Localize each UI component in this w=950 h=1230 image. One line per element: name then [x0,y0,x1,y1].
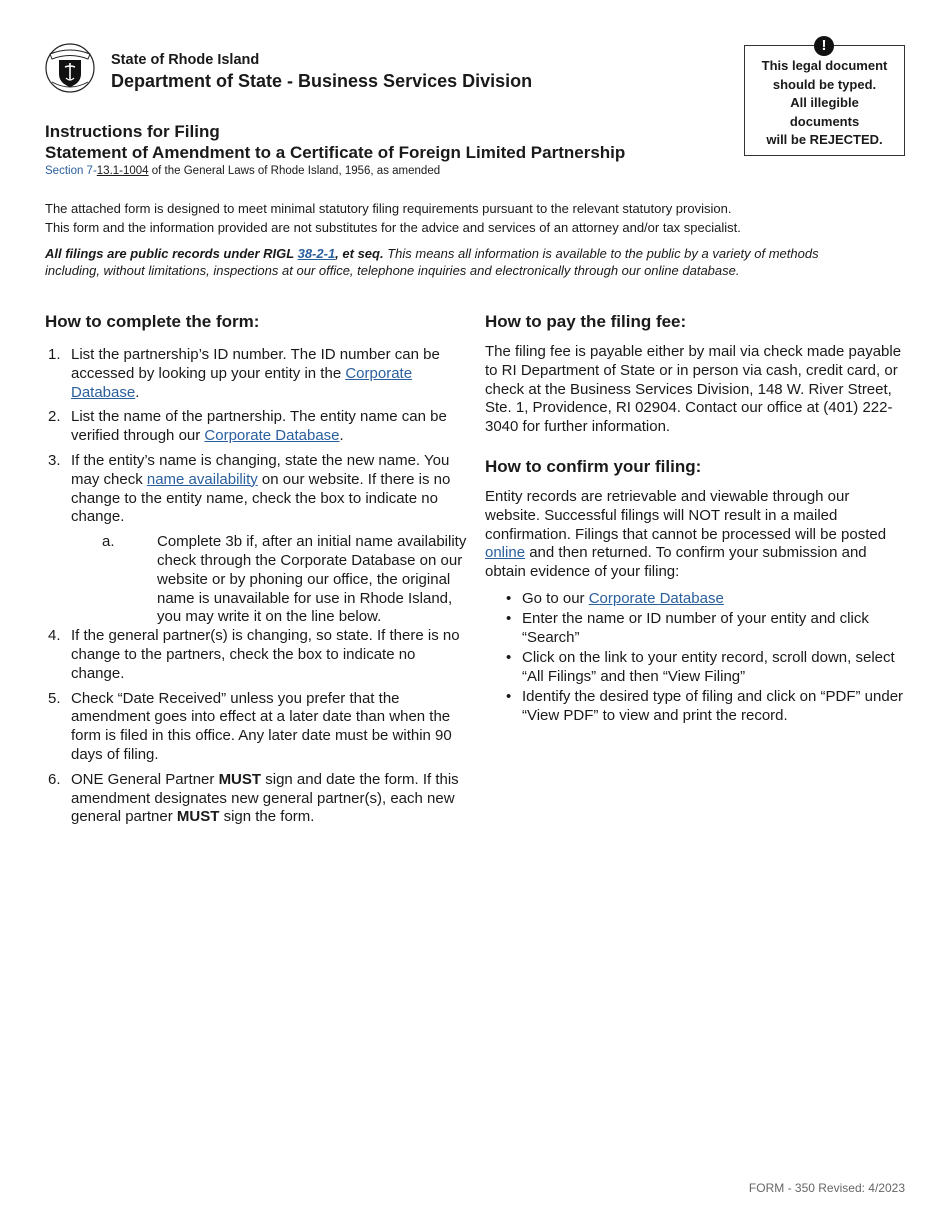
sub-letter: a. [102,533,115,551]
step-5 [45,690,470,765]
step-text-end: sign the form. [219,808,315,826]
right-column [485,312,905,726]
notice-line: This legal document [761,58,888,73]
intro-paragraph [45,199,825,237]
step-number: 4. [48,627,61,645]
confirm-text-a: Entity records are retrievable and viewable through our website. Successful filings will NOT result in a mailed confirmation. Filings that cannot be processed will be posted [485,487,887,543]
section-code: 13.1-1004 [96,165,149,177]
confirm-text-b: and then returned. To confirm your submission and obtain evidence of your filing: [485,544,867,581]
document-title [45,122,625,178]
public-records-notice [45,245,825,279]
steps-list [45,346,470,827]
step-number: 6. [48,770,61,788]
bullet-icon: • [506,589,512,607]
step-1 [45,346,470,402]
name-availability-link[interactable]: name availability [146,470,258,488]
bullet-text: Go to our [522,589,589,607]
step-text: If the general partner(s) is changing, so state. If there is no change to the partners, check the box to indicate no change. [71,627,460,682]
corporate-database-link[interactable]: Corporate Database [204,427,340,445]
citation-text: of the General Laws of Rhode Island, 1956, as amended [148,165,441,177]
pay-heading: How to pay the filing fee: [485,312,687,331]
step-number: 1. [48,346,61,363]
title-line-2: Statement of Amendment to a Certificate of Foreign Limited Partnership [45,143,626,162]
form-revision-footer: FORM - 350 Revised: 4/2023 [748,1181,905,1195]
state-seal-icon [44,42,96,94]
agency-header [111,51,532,93]
bullet-text: Enter the name or ID number of your entity and click “Search” [522,609,869,646]
online-link[interactable]: online [485,544,526,562]
step-text: ONE General Partner [71,770,219,788]
step-number: 2. [48,408,61,426]
section-link[interactable]: Section 7- [45,165,97,177]
intro-line-2: This form and the information provided are not substitutes for the advice and services of an attorney and/or tax specialist. [45,220,741,235]
complete-form-section [45,312,470,833]
notice-line: All illegible [790,95,859,110]
must-emphasis: MUST [218,770,262,788]
public-records-bold: All filings are public records under RIGL [45,246,298,261]
step-4 [45,627,470,683]
complete-heading: How to complete the form: [45,312,260,331]
notice-line: should be typed. [772,76,877,92]
bullet-icon: • [506,609,512,627]
public-records-etseq: , et seq. [335,246,384,261]
department-name: Department of State - Business Services Division [111,71,533,91]
step-6 [45,771,470,827]
step-text: Check “Date Received” unless you prefer that the amendment goes into effect at a later date than when the form is filed in this office. Any later date must be within 90 days of filing. [71,689,452,763]
confirm-step-4 [485,687,905,725]
step-text-cont: on our website. If there is no change to the entity name, check the box to indicate no change. [71,470,451,526]
confirm-step-3 [485,648,905,686]
confirm-step-2 [485,609,905,647]
title-line-1: Instructions for Filing [45,122,220,141]
intro-line-1: The attached form is designed to meet minimal statutory filing requirements pursuant to the relevant statutory provision. [45,201,732,216]
bullet-text: Identify the desired type of filing and click on “PDF” under “View PDF” to view and print the record. [522,687,904,724]
step-text-end: . [339,427,344,445]
typed-document-notice [744,37,905,156]
step-3a [45,533,470,627]
confirm-heading: How to confirm your filing: [485,456,702,476]
state-name: State of Rhode Island [111,52,260,68]
bullet-icon: • [506,648,512,666]
step-text: If the entity’s name is changing, state the new name. You may check [71,451,450,488]
step-text: List the name of the partnership. The entity name can be verified through our [71,408,447,445]
step-3 [45,452,470,627]
exclamation-icon: ! [814,36,834,56]
confirm-steps-list [485,589,905,725]
step-2 [45,408,470,446]
bullet-text: Click on the link to your entity record, scroll down, select “All Filings” and then “View Filing” [522,648,895,685]
notice-line: documents [789,113,860,129]
step-number: 5. [48,689,61,707]
must-emphasis: MUST [176,808,220,826]
confirm-step-1 [485,589,905,608]
corporate-database-link[interactable]: Corporate Database [71,364,413,401]
statute-link[interactable]: 38-2-1 [297,246,336,261]
step-number: 3. [48,451,61,469]
step-text-end: . [135,383,140,401]
corporate-database-link[interactable]: Corporate Database [588,589,724,607]
step-text: List the partnership’s ID number. The ID number can be accessed by looking up your entity in the [71,346,440,382]
pay-text: The filing fee is payable either by mail via check made payable to RI Department of State or in person via cash, credit card, or check at the Business Services Division, 148 W. River Street, Ste. 1, Providence, RI 02904. Contact our office at (401) 222-3040 for further information. [485,343,902,436]
statute-citation [45,164,625,178]
notice-line: will be REJECTED. [766,132,883,147]
public-records-text: This means all information is available to the public by a variety of methods including, without limitations, inspections at our office, telephone inquiries and electronically through our online database. [45,246,819,278]
confirm-text [485,488,905,582]
step-text-cont: sign and date the form. If this amendment designates new general partner(s), each new general partner [71,770,459,826]
bullet-icon: • [506,687,512,705]
sub-text: Complete 3b if, after an initial name availability check through the Corporate Database on our website or by phoning our office, the original name is unavailable for use in Rhode Island, you may write it on the line below. [157,533,467,626]
